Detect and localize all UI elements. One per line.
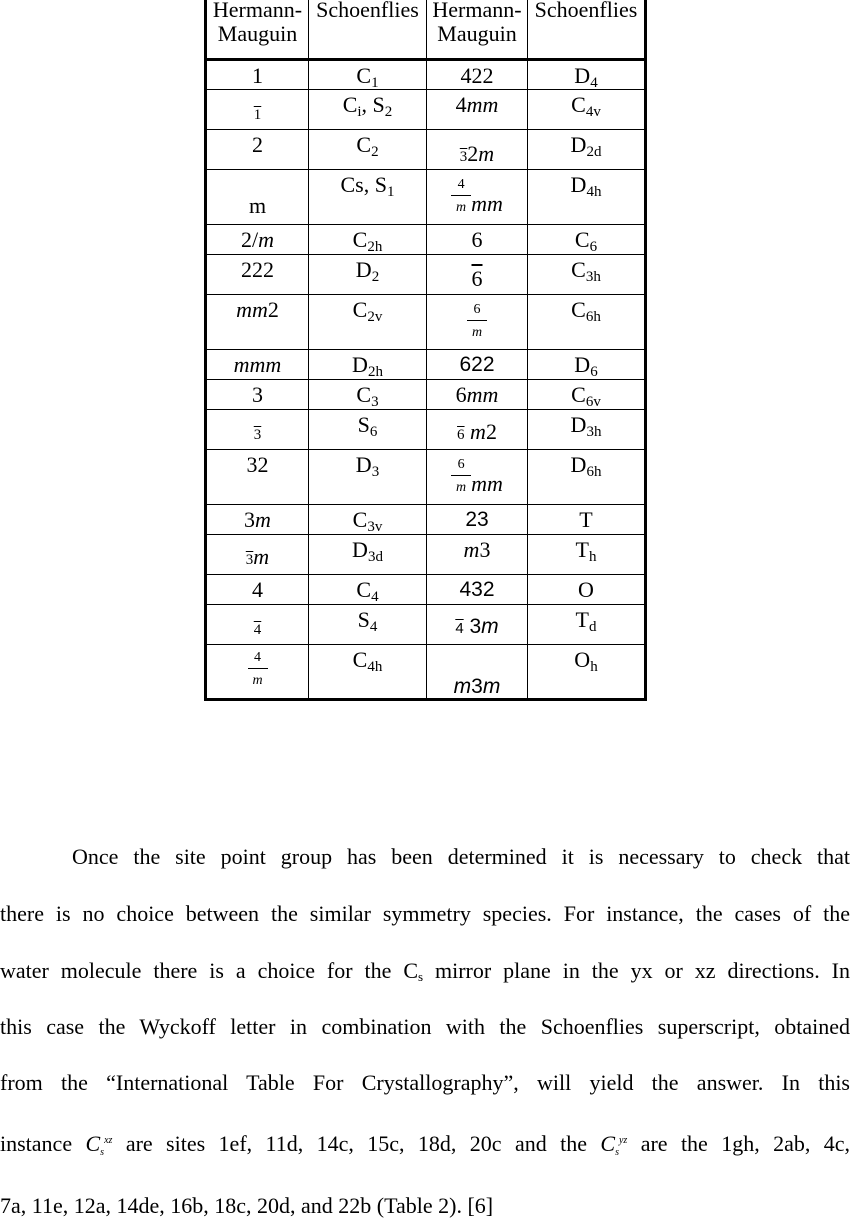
paragraph-line	[0, 1016, 850, 1038]
table-row	[206, 350, 646, 380]
table-cell: $C_{2h}$	[309, 225, 427, 255]
header-hm-1: Hermann- Mauguin	[206, 0, 309, 60]
table-cell: 2/m	[206, 225, 309, 255]
table-cell: $C_{3v}$	[309, 505, 427, 535]
table-cell: $C_{4h}$	[309, 645, 427, 700]
table-cell: $D_2$	[309, 255, 427, 295]
table-row	[206, 645, 646, 700]
paragraph-text: 7a, 11e, 12a, 14de, 16b, 18c, 20d, and 22b (Table 2). [6]	[0, 1193, 494, 1218]
paragraph-text: there is no choice between the similar symmetry species. For instance, the cases of the	[0, 901, 850, 926]
header-hm-2: Hermann- Mauguin	[427, 0, 528, 60]
paragraph-line	[0, 960, 850, 982]
table-cell: $D_{3h}$	[528, 410, 646, 450]
table-cell: $S_4$	[309, 605, 427, 645]
table-cell: 3m	[206, 505, 309, 535]
table-cell: 32	[206, 450, 309, 505]
paragraph-text: instance	[0, 1131, 73, 1156]
table-cell: $C_3$	[309, 380, 427, 410]
table-cell: 6 m2	[427, 410, 528, 450]
paragraph-line	[0, 846, 850, 868]
table-cell: $S_6$	[309, 410, 427, 450]
table-cell: mmm	[206, 350, 309, 380]
table-row	[206, 255, 646, 295]
table-row	[206, 535, 646, 575]
table-row	[206, 575, 646, 605]
table-cell: $T_d$	[528, 605, 646, 645]
table-cell: $D_{3d}$	[309, 535, 427, 575]
table-row	[206, 130, 646, 170]
table-cell: 2	[206, 130, 309, 170]
header-sch-2: Schoenflies	[528, 0, 646, 60]
paragraph-text: are the 1gh, 2ab, 4c,	[640, 1131, 850, 1156]
paragraph-line	[0, 903, 850, 925]
paragraph-line	[0, 1195, 850, 1217]
table-cell: $D_{2d}$	[528, 130, 646, 170]
table-cell: $D_4$	[528, 60, 646, 90]
table-cell: $\frac{4}{m}$	[206, 645, 309, 700]
table-cell: $C_{4v}$	[528, 90, 646, 130]
table-cell: $\frac{6}{m}$	[427, 295, 528, 350]
table-row	[206, 450, 646, 505]
table-cell: $C_{2v}$	[309, 295, 427, 350]
table-cell: 222	[206, 255, 309, 295]
table-cell: $O_h$	[528, 645, 646, 700]
table-cell: 3	[206, 410, 309, 450]
symmetry-symbol-yz: $C_s^{yz}$	[600, 1131, 628, 1158]
table-cell: $D_6$	[528, 350, 646, 380]
table-cell: $C_4$	[309, 575, 427, 605]
paragraph-text: are sites 1ef, 11d, 14c, 15c, 18d, 20c and the	[125, 1131, 587, 1156]
table-cell: Cs, $S_1$	[309, 170, 427, 225]
table-row	[206, 380, 646, 410]
table-cell: 3	[206, 380, 309, 410]
table-cell: 6mm	[427, 380, 528, 410]
paragraph-text: water molecule there is a choice for the C	[0, 958, 418, 983]
table-cell: 432	[427, 575, 528, 605]
table-row	[206, 505, 646, 535]
table-cell: 622	[427, 350, 528, 380]
table-cell: 1	[206, 90, 309, 130]
table-cell: 6	[427, 255, 528, 295]
paragraph-text: from the “International Table For Crystallography”, will yield the answer. In this	[0, 1070, 850, 1095]
table-row	[206, 225, 646, 255]
table-cell: $C_{6h}$	[528, 295, 646, 350]
table-cell: $D_{2h}$	[309, 350, 427, 380]
table-cell: 6	[427, 225, 528, 255]
table-cell: 4 3m	[427, 605, 528, 645]
table-cell: m3	[427, 535, 528, 575]
table-cell: $C_{6v}$	[528, 380, 646, 410]
table-cell: T	[528, 505, 646, 535]
table-cell: 23	[427, 505, 528, 535]
header-sch-1: Schoenflies	[309, 0, 427, 60]
table-cell: $C_1$	[309, 60, 427, 90]
table-cell: 422	[427, 60, 528, 90]
table-cell: $C_2$	[309, 130, 427, 170]
table-cell: $C_6$	[528, 225, 646, 255]
table-cell: $C_{3h}$	[528, 255, 646, 295]
table-cell: $\frac{4}{m}$ mm	[427, 170, 528, 225]
table-cell: 4mm	[427, 90, 528, 130]
table-cell: $D_{6h}$	[528, 450, 646, 505]
table-row	[206, 410, 646, 450]
point-group-table	[204, 0, 647, 701]
table-cell: 32m	[427, 130, 528, 170]
table-cell: 4	[206, 605, 309, 645]
table-cell: m	[206, 170, 309, 225]
table-cell: O	[528, 575, 646, 605]
subscript: s	[418, 969, 424, 984]
table-cell: $D_3$	[309, 450, 427, 505]
paragraph-line	[0, 1131, 850, 1158]
table-cell: 1	[206, 60, 309, 90]
paragraph-text: Once the site point group has been determined it is necessary to check that	[72, 844, 850, 869]
table-cell: $C_i$, $S_2$	[309, 90, 427, 130]
paragraph-text: mirror plane in the yx or xz directions. In	[423, 958, 850, 983]
table-cell: m3m	[427, 645, 528, 700]
table-cell: mm2	[206, 295, 309, 350]
table-row	[206, 295, 646, 350]
paragraph-line	[0, 1072, 850, 1094]
table-row	[206, 170, 646, 225]
table-row	[206, 60, 646, 90]
table-cell: $D_{4h}$	[528, 170, 646, 225]
symmetry-symbol-xz: $C_s^{xz}$	[85, 1131, 113, 1158]
table-cell: $T_h$	[528, 535, 646, 575]
table-cell: 3m	[206, 535, 309, 575]
table-cell: 4	[206, 575, 309, 605]
table-row	[206, 605, 646, 645]
table-cell: $\frac{6}{m}$ mm	[427, 450, 528, 505]
table-row	[206, 90, 646, 130]
paragraph-text: this case the Wyckoff letter in combination with the Schoenflies superscript, obtained	[0, 1014, 850, 1039]
